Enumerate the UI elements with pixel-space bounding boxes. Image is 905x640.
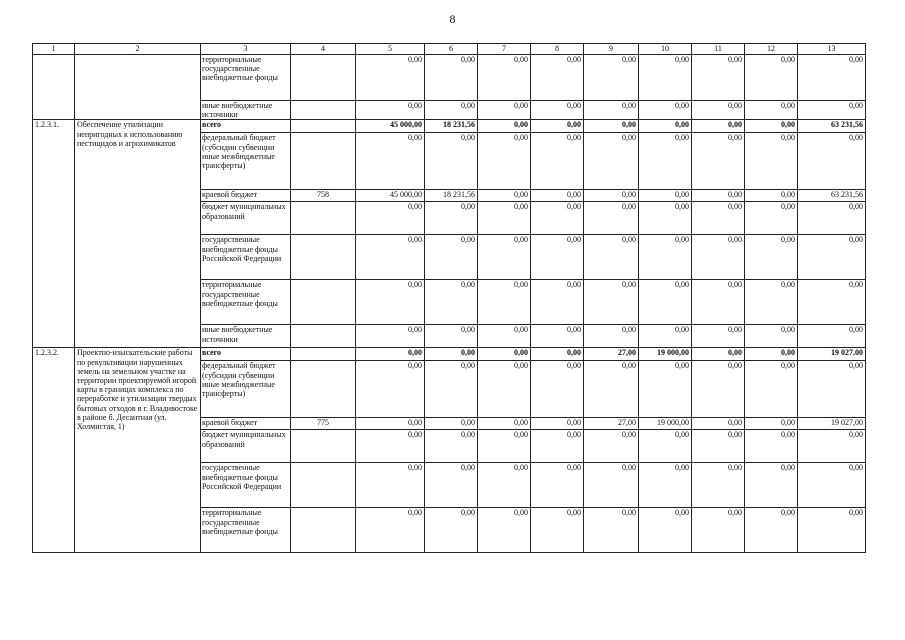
amount-cell: 27,00	[584, 418, 639, 430]
budget-code	[291, 101, 356, 120]
amount-cell: 0,00	[745, 361, 798, 418]
amount-cell: 0,00	[425, 348, 478, 361]
amount-cell: 0,00	[692, 120, 745, 133]
amount-cell: 0,00	[584, 361, 639, 418]
amount-cell: 0,00	[798, 55, 866, 101]
amount-cell: 0,00	[584, 55, 639, 101]
amount-cell: 19 027,00	[798, 348, 866, 361]
funding-source: территориальные государственные внебюджетные фонды	[201, 508, 291, 553]
budget-code	[291, 325, 356, 348]
column-header: 10	[639, 44, 692, 55]
column-header: 4	[291, 44, 356, 55]
item-title: Проектно-изыскательские работы по рекультивации нарушенных земель на земельном участке на территории проектируемой игорой карты в границах комплекса по переработке и утилизации твердых бытовых отходов в г. Владивостоке в районе б. Десантная (ул. Холмистая, 1)	[75, 348, 201, 553]
amount-cell: 0,00	[478, 101, 531, 120]
budget-table	[32, 43, 866, 553]
funding-source: территориальные государственные внебюджетные фонды	[201, 280, 291, 325]
amount-cell: 0,00	[745, 190, 798, 202]
budget-code	[291, 133, 356, 190]
amount-cell: 19 000,00	[639, 348, 692, 361]
amount-cell: 0,00	[584, 280, 639, 325]
amount-cell: 0,00	[639, 101, 692, 120]
amount-cell: 0,00	[531, 101, 584, 120]
amount-cell: 0,00	[425, 202, 478, 235]
amount-cell: 0,00	[584, 235, 639, 280]
amount-cell: 0,00	[425, 418, 478, 430]
amount-cell: 0,00	[798, 202, 866, 235]
amount-cell: 0,00	[639, 190, 692, 202]
table-row	[33, 55, 866, 101]
amount-cell: 0,00	[798, 280, 866, 325]
amount-cell: 0,00	[584, 133, 639, 190]
amount-cell: 0,00	[745, 280, 798, 325]
amount-cell: 0,00	[478, 280, 531, 325]
amount-cell: 0,00	[745, 508, 798, 553]
amount-cell: 0,00	[425, 55, 478, 101]
amount-cell: 0,00	[692, 202, 745, 235]
amount-cell: 0,00	[531, 348, 584, 361]
amount-cell: 19 027,00	[798, 418, 866, 430]
amount-cell: 63 231,56	[798, 120, 866, 133]
amount-cell: 0,00	[531, 235, 584, 280]
amount-cell: 0,00	[745, 55, 798, 101]
amount-cell: 0,00	[692, 133, 745, 190]
amount-cell: 0,00	[692, 361, 745, 418]
amount-cell: 0,00	[478, 202, 531, 235]
amount-cell: 0,00	[745, 202, 798, 235]
budget-code	[291, 55, 356, 101]
funding-source: краевой бюджет	[201, 190, 291, 202]
amount-cell: 0,00	[531, 418, 584, 430]
budget-code	[291, 202, 356, 235]
amount-cell: 0,00	[584, 508, 639, 553]
amount-cell: 0,00	[639, 508, 692, 553]
amount-cell: 0,00	[692, 190, 745, 202]
amount-cell: 0,00	[639, 430, 692, 463]
amount-cell: 0,00	[798, 235, 866, 280]
amount-cell: 0,00	[745, 418, 798, 430]
amount-cell: 0,00	[745, 133, 798, 190]
budget-code	[291, 361, 356, 418]
amount-cell: 0,00	[531, 463, 584, 508]
amount-cell: 0,00	[692, 325, 745, 348]
amount-cell: 0,00	[584, 101, 639, 120]
funding-source: всего	[201, 120, 291, 133]
item-title	[75, 55, 201, 120]
funding-source: бюджет муниципальных образований	[201, 430, 291, 463]
amount-cell: 0,00	[356, 325, 425, 348]
amount-cell: 0,00	[745, 235, 798, 280]
amount-cell: 0,00	[584, 120, 639, 133]
amount-cell: 45 000,00	[356, 120, 425, 133]
budget-code	[291, 463, 356, 508]
amount-cell: 0,00	[531, 202, 584, 235]
amount-cell: 0,00	[356, 463, 425, 508]
amount-cell: 0,00	[478, 133, 531, 190]
funding-source: государственные внебюджетные фонды Российской Федерации	[201, 235, 291, 280]
budget-code	[291, 235, 356, 280]
amount-cell: 0,00	[639, 463, 692, 508]
funding-source: всего	[201, 348, 291, 361]
amount-cell: 0,00	[798, 361, 866, 418]
amount-cell: 0,00	[692, 418, 745, 430]
amount-cell: 0,00	[356, 280, 425, 325]
amount-cell: 0,00	[425, 463, 478, 508]
amount-cell: 0,00	[692, 235, 745, 280]
amount-cell: 19 000,00	[639, 418, 692, 430]
amount-cell: 0,00	[531, 55, 584, 101]
amount-cell: 0,00	[356, 430, 425, 463]
amount-cell: 0,00	[798, 133, 866, 190]
amount-cell: 0,00	[531, 508, 584, 553]
amount-cell: 0,00	[425, 361, 478, 418]
amount-cell: 0,00	[639, 55, 692, 101]
amount-cell: 0,00	[356, 348, 425, 361]
amount-cell: 0,00	[745, 120, 798, 133]
table-row	[33, 348, 866, 361]
table-row	[33, 120, 866, 133]
column-header: 2	[75, 44, 201, 55]
column-header: 1	[33, 44, 75, 55]
amount-cell: 0,00	[425, 133, 478, 190]
amount-cell: 0,00	[531, 325, 584, 348]
amount-cell: 0,00	[425, 235, 478, 280]
amount-cell: 0,00	[425, 325, 478, 348]
amount-cell: 0,00	[798, 325, 866, 348]
amount-cell: 0,00	[692, 508, 745, 553]
amount-cell: 0,00	[639, 235, 692, 280]
amount-cell: 27,00	[584, 348, 639, 361]
amount-cell: 0,00	[478, 463, 531, 508]
column-number-header	[33, 44, 866, 55]
budget-code	[291, 508, 356, 553]
amount-cell: 0,00	[356, 202, 425, 235]
amount-cell: 63 231,56	[798, 190, 866, 202]
amount-cell: 0,00	[478, 325, 531, 348]
amount-cell: 0,00	[531, 120, 584, 133]
column-header: 12	[745, 44, 798, 55]
amount-cell: 0,00	[478, 190, 531, 202]
funding-source: бюджет муниципальных образований	[201, 202, 291, 235]
item-code	[33, 55, 75, 120]
amount-cell: 0,00	[478, 508, 531, 553]
amount-cell: 0,00	[531, 190, 584, 202]
column-header: 9	[584, 44, 639, 55]
amount-cell: 0,00	[356, 235, 425, 280]
amount-cell: 0,00	[798, 101, 866, 120]
amount-cell: 0,00	[798, 463, 866, 508]
amount-cell: 0,00	[692, 348, 745, 361]
amount-cell: 0,00	[692, 463, 745, 508]
amount-cell: 0,00	[745, 101, 798, 120]
amount-cell: 0,00	[356, 55, 425, 101]
amount-cell: 0,00	[639, 202, 692, 235]
funding-source: иные внебюджетные источники	[201, 325, 291, 348]
item-code: 1.2.3.2.	[33, 348, 75, 553]
funding-source: краевой бюджет	[201, 418, 291, 430]
amount-cell: 0,00	[798, 430, 866, 463]
amount-cell: 0,00	[478, 235, 531, 280]
amount-cell: 0,00	[356, 133, 425, 190]
amount-cell: 0,00	[478, 430, 531, 463]
amount-cell: 0,00	[478, 361, 531, 418]
funding-source: иные внебюджетные источники	[201, 101, 291, 120]
amount-cell: 0,00	[356, 361, 425, 418]
amount-cell: 0,00	[692, 101, 745, 120]
column-header: 8	[531, 44, 584, 55]
amount-cell: 0,00	[478, 348, 531, 361]
amount-cell: 45 000,00	[356, 190, 425, 202]
amount-cell: 0,00	[531, 361, 584, 418]
amount-cell: 0,00	[356, 101, 425, 120]
column-header: 7	[478, 44, 531, 55]
item-code: 1.2.3.1.	[33, 120, 75, 348]
amount-cell: 0,00	[584, 190, 639, 202]
amount-cell: 0,00	[425, 430, 478, 463]
funding-source: территориальные государственные внебюджетные фонды	[201, 55, 291, 101]
budget-code	[291, 430, 356, 463]
amount-cell: 0,00	[745, 325, 798, 348]
amount-cell: 0,00	[798, 508, 866, 553]
amount-cell: 0,00	[692, 430, 745, 463]
amount-cell: 0,00	[745, 348, 798, 361]
budget-code	[291, 280, 356, 325]
amount-cell: 0,00	[745, 463, 798, 508]
table-body	[33, 44, 866, 553]
amount-cell: 0,00	[425, 101, 478, 120]
amount-cell: 0,00	[425, 280, 478, 325]
column-header: 11	[692, 44, 745, 55]
amount-cell: 0,00	[531, 430, 584, 463]
funding-source: федеральный бюджет (субсидии субвенции иные межбюджетные трансферты)	[201, 133, 291, 190]
budget-code: 775	[291, 418, 356, 430]
amount-cell: 0,00	[478, 418, 531, 430]
amount-cell: 0,00	[639, 361, 692, 418]
item-title: Обеспечение утилизации непригодных к использованию пестицидов и агрохимикатов	[75, 120, 201, 348]
amount-cell: 0,00	[356, 508, 425, 553]
amount-cell: 0,00	[584, 430, 639, 463]
amount-cell: 0,00	[584, 463, 639, 508]
amount-cell: 0,00	[425, 508, 478, 553]
amount-cell: 0,00	[531, 133, 584, 190]
amount-cell: 18 231,56	[425, 190, 478, 202]
budget-code	[291, 120, 356, 133]
amount-cell: 0,00	[478, 120, 531, 133]
amount-cell: 0,00	[584, 325, 639, 348]
column-header: 6	[425, 44, 478, 55]
page-number: 8	[449, 12, 456, 26]
amount-cell: 0,00	[692, 280, 745, 325]
amount-cell: 18 231,56	[425, 120, 478, 133]
amount-cell: 0,00	[692, 55, 745, 101]
amount-cell: 0,00	[639, 325, 692, 348]
budget-code	[291, 348, 356, 361]
funding-source: федеральный бюджет (субсидии субвенции иные межбюджетные трансферты)	[201, 361, 291, 418]
column-header: 3	[201, 44, 291, 55]
amount-cell: 0,00	[584, 202, 639, 235]
column-header: 5	[356, 44, 425, 55]
amount-cell: 0,00	[531, 280, 584, 325]
amount-cell: 0,00	[639, 120, 692, 133]
column-header: 13	[798, 44, 866, 55]
amount-cell: 0,00	[478, 55, 531, 101]
budget-code: 758	[291, 190, 356, 202]
amount-cell: 0,00	[639, 133, 692, 190]
amount-cell: 0,00	[356, 418, 425, 430]
amount-cell: 0,00	[745, 430, 798, 463]
amount-cell: 0,00	[639, 280, 692, 325]
funding-source: государственные внебюджетные фонды Российской Федерации	[201, 463, 291, 508]
